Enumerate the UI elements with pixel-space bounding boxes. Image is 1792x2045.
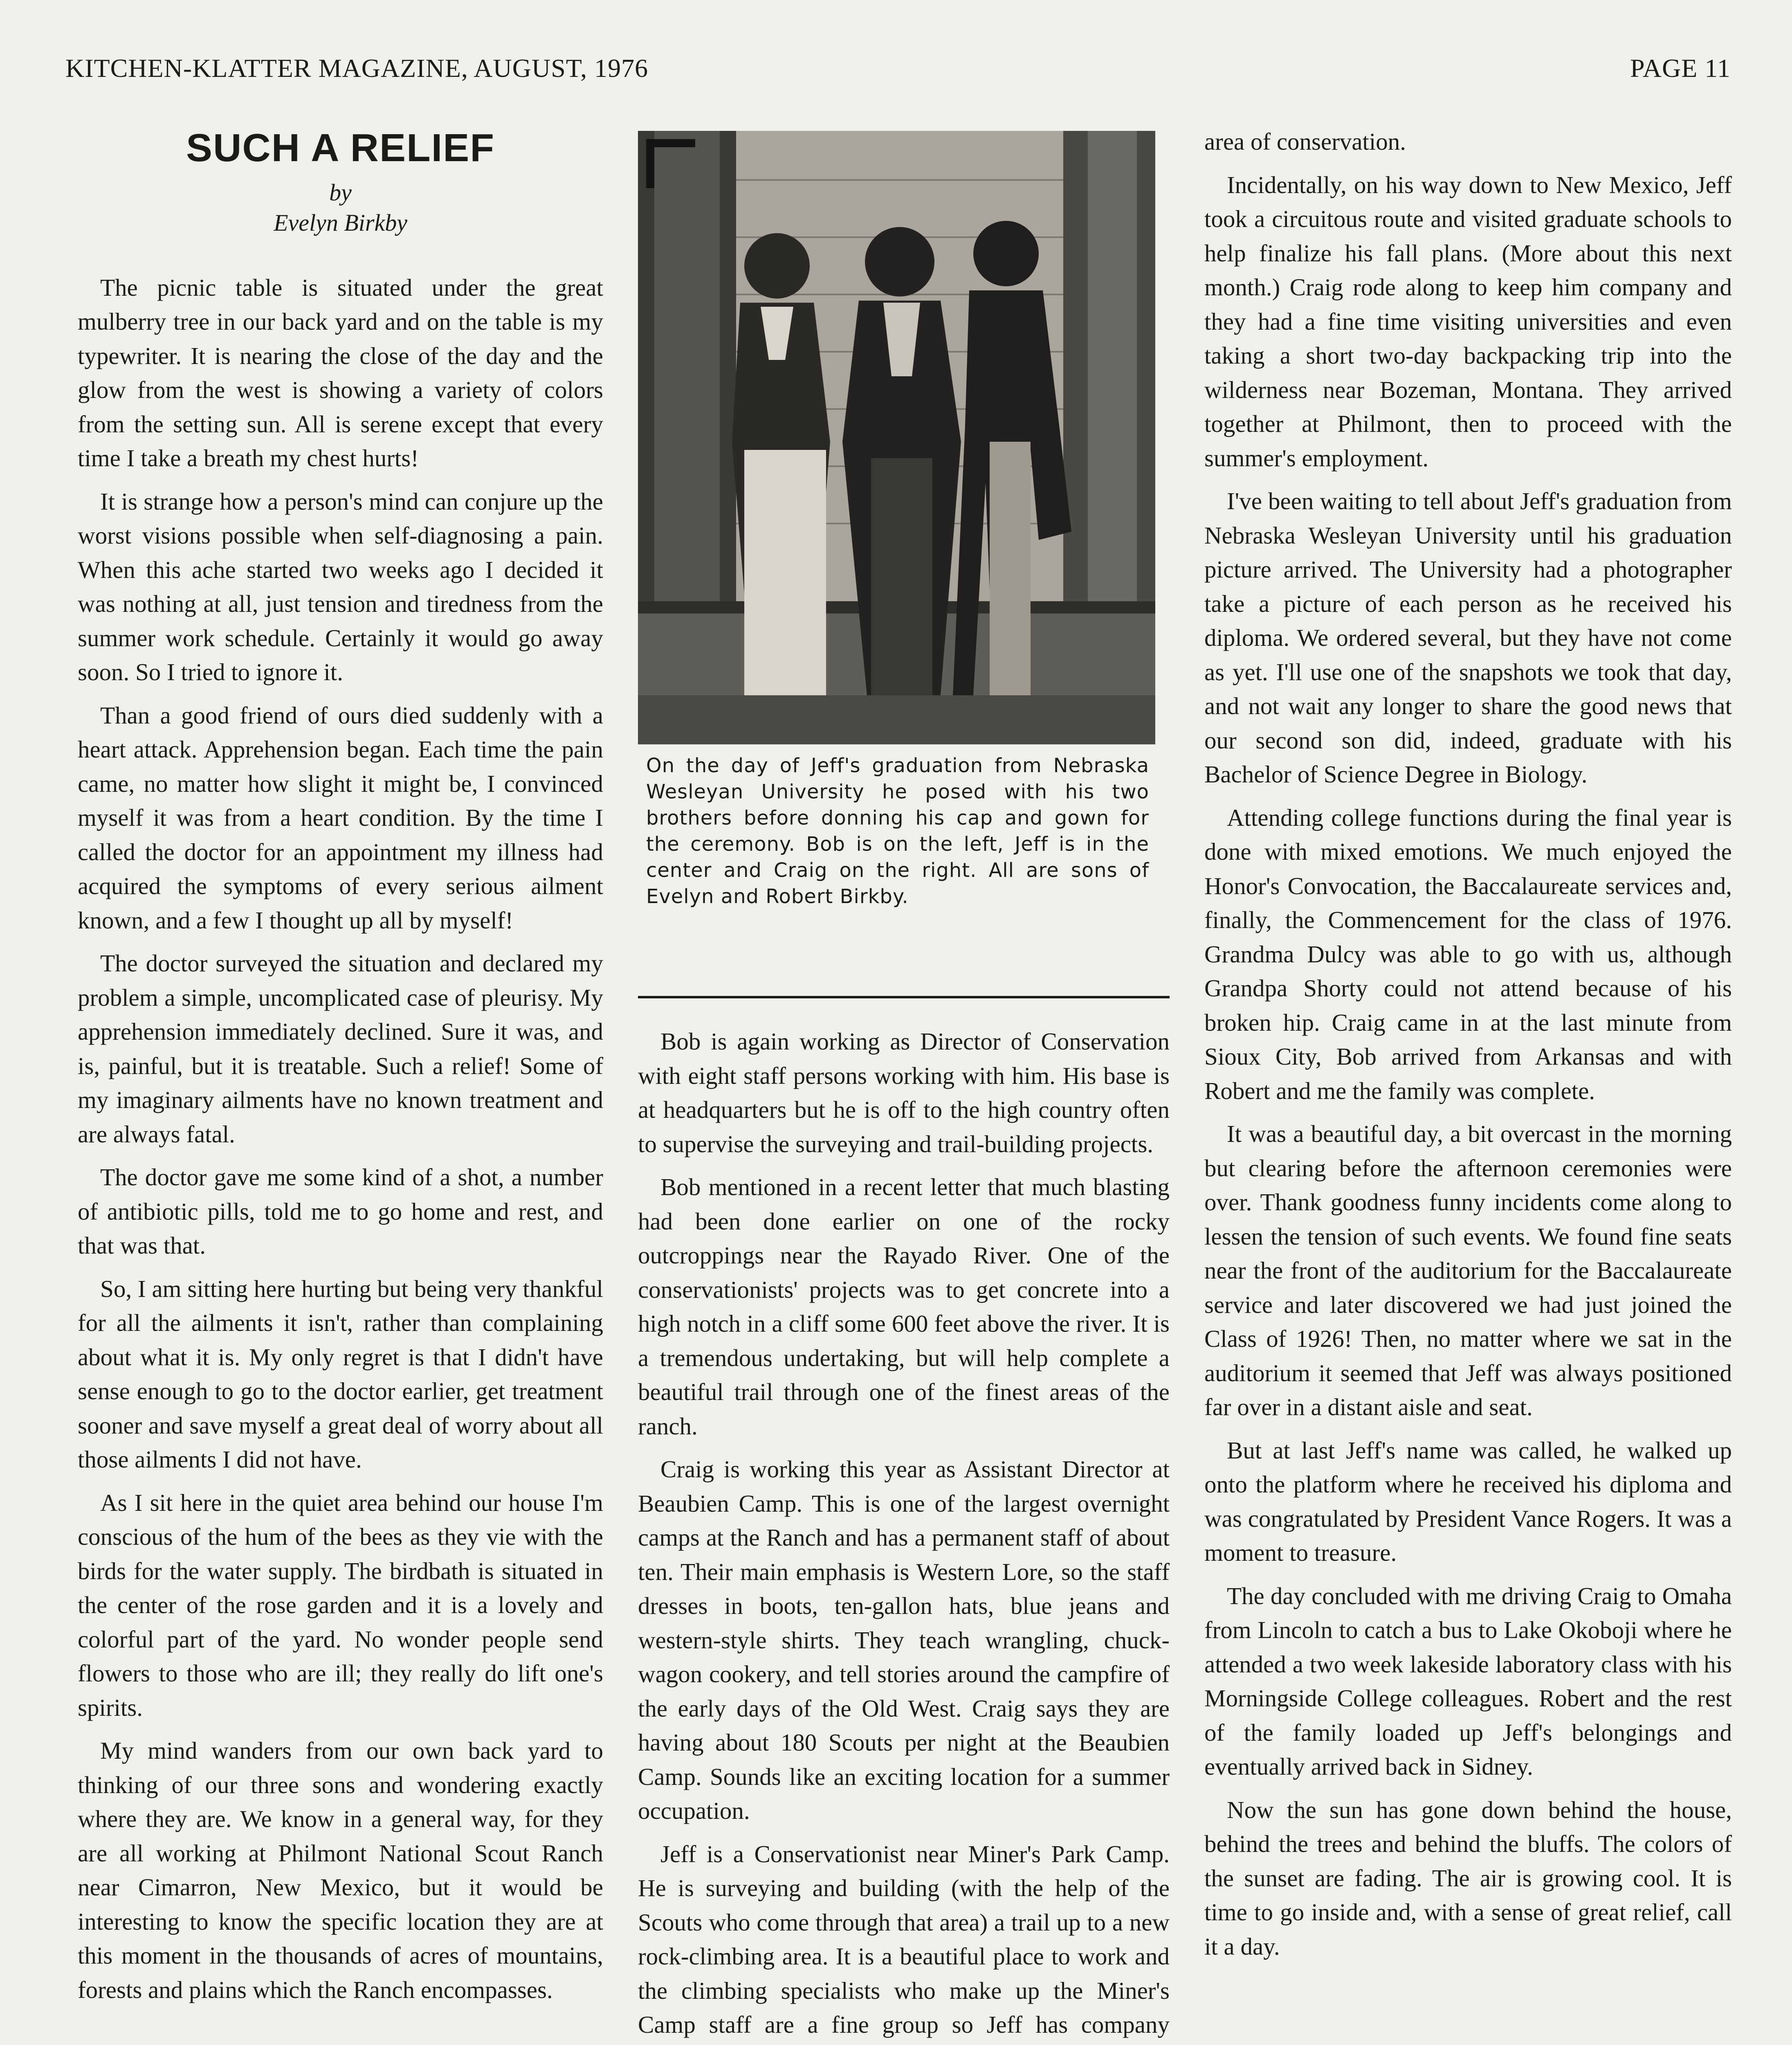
paragraph: The doctor surveyed the situation and declared my problem a simple, uncomplicated case of pleurisy. My apprehension immediately declined. Sure it was, and is, painful, but it is treatable. Such a relief! Some of my imaginary ailments have no known treatment and are always fatal. — [78, 950, 603, 1148]
paragraph: But at last Jeff's name was called, he walked up onto the platform where he received his diploma and was congratulated by President Vance Rogers. It was a moment to treasure. — [1204, 1436, 1732, 1566]
paragraph: The doctor gave me some kind of a shot, a number of antibiotic pills, told me to go home and rest, and that was that. — [78, 1164, 603, 1259]
paragraph: area of conservation. — [1204, 128, 1406, 155]
paragraph: Bob mentioned in a recent letter that much blasting had been done earlier on one of the rocky outcroppings near the Rayado River. One of the conservationists' projects was to get concrete into a high notch in a cliff some 600 feet above the river. It is a tremendous undertaking, but will help complete a beautiful trail through one of the finest areas of the ranch. — [638, 1173, 1170, 1440]
paragraph: Craig is working this year as Assistant Director at Beaubien Camp. This is one of the largest overnight camps at the Ranch and has a permanent staff of about ten. Their main emphasis is Western Lore, so the staff dresses in boots, ten-gallon hats, blue jeans and western-style shirts. They teach wrangling, chuck-wagon cookery, and tell stories around the campfire of the early days of the Old West. Craig says they are having about 180 Scouts per night at the Beaubien Camp. Sounds like an exciting location for a summer occupation. — [638, 1456, 1170, 1824]
paragraph: Than a good friend of ours died suddenly with a heart attack. Apprehension began. Each time the pain came, no matter how slight it might be, I convinced myself it was from a heart condition. By the time I called the doctor for an appointment my illness had acquired the symptoms of every serious ailment known, and a few I thought up all by myself! — [78, 701, 603, 934]
magazine-title: KITCHEN-KLATTER MAGAZINE, AUGUST, 1976 — [65, 54, 649, 83]
paragraph: Now the sun has gone down behind the house, behind the trees and behind the bluffs. The colors of the sunset are fading. The air is growing cool. It is time to go inside and, with a sense of great relief, call it a day. — [1204, 1796, 1732, 1960]
brothers-photo-illustration — [638, 131, 1155, 744]
column-3 — [1204, 125, 1732, 1973]
paragraph: Incidentally, on his way down to New Mexico, Jeff took a circuitous route and visited graduate schools to help finalize his fall plans. (More about this next month.) Craig rode along to keep him company and they had a fine time visiting universities and even taking a short two-day backpacking trip into the wilderness near Bozeman, Montana. They arrived together at Philmont, then to proceed with the summer's employment. — [1204, 171, 1732, 472]
byline — [78, 178, 603, 238]
photo-caption: On the day of Jeff's graduation from Nebraska Wesleyan University he posed with his two brothers before donning his cap and gown for the ceremony. Bob is on the left, Jeff is in the center and Craig on the right. All are sons of Evelyn and Robert Birkby. — [646, 754, 1149, 908]
paragraph: My mind wanders from our own back yard to thinking of our three sons and wondering exactly where they are. We know in a general way, for they are all working at Philmont National Scout Ranch near Cimarron, New Mexico, but it would be interesting to know the specific location they are at this moment in the thousands of acres of mountains, forests and plains which the Ranch encompasses. — [78, 1737, 603, 2003]
byline-author: Evelyn Birkby — [274, 209, 407, 236]
paragraph: It was a beautiful day, a bit overcast in the morning but clearing before the afternoon ceremonies were over. Thank goodness funny incidents come along to lessen the tension of such events. We found fine seats near the front of the auditorium for the Baccalaureate service and later discovered we had just joined the Class of 1926! Then, no matter where we sat in the auditorium it seemed that Jeff was always positioned far over in a distant aisle and seat. — [1204, 1120, 1732, 1420]
running-head — [65, 53, 1731, 98]
page-number: PAGE 11 — [1630, 54, 1731, 83]
paragraph: So, I am sitting here hurting but being very thankful for all the ailments it isn't, rather than complaining about what it is. My only regret is that I didn't have sense enough to go to the doctor earlier, get treatment sooner and save myself a great deal of worry about all those ailments I did not have. — [78, 1275, 603, 1473]
paragraph: The picnic table is situated under the great mulberry tree in our back yard and on the table is my typewriter. It is nearing the close of the day and the glow from the west is showing a variety of colors from the setting sun. All is serene except that every time I take a breath my chest hurts! — [78, 274, 603, 472]
paragraph: It is strange how a person's mind can conjure up the worst visions possible when self-diagnosing a pain. When this ache started two weeks ago I decided it was nothing at all, just tension and tiredness from the summer work schedule. Certainly it would go away soon. So I tried to ignore it. — [78, 488, 603, 685]
paragraph: Bob is again working as Director of Conservation with eight staff persons working with him. His base is at headquarters but he is off to the high country often to supervise the surveying and trail-building projects. — [638, 1028, 1170, 1157]
caption-divider — [638, 996, 1170, 998]
column-2 — [638, 1025, 1170, 2045]
column-1 — [78, 123, 603, 2016]
article-title: SUCH A RELIEF — [186, 126, 495, 170]
brothers-photo — [638, 131, 1155, 744]
paragraph: I've been waiting to tell about Jeff's graduation from Nebraska Wesleyan University until his graduation picture arrived. The University had a photographer take a picture of each person as he received his diploma. We ordered several, but they have not come as yet. I'll use one of the snapshots we took that day, and not wait any longer to share the good news that our second son did, indeed, graduate with his Bachelor of Science Degree in Biology. — [1204, 488, 1732, 788]
paragraph: As I sit here in the quiet area behind our house I'm conscious of the hum of the bees as they vie with the birds for the water supply. The birdbath is situated in the center of the rose garden and it is a lovely and colorful part of the yard. No wonder people send flowers to those who are ill; they really do lift one's spirits. — [78, 1489, 603, 1721]
byline-by: by — [329, 179, 352, 206]
paragraph: Jeff is a Conservationist near Miner's Park Camp. He is surveying and building (with the help of the Scouts who come through that area) a trail up to a new rock-climbing area. It is a beautiful place to work and the climbing specialists who make up the Miner's Camp staff are a fine group so Jeff has company — [638, 1840, 1170, 2038]
paragraph: Attending college functions during the final year is done with mixed emotions. We much enjoyed the Honor's Convocation, the Baccalaureate services and, finally, the Commencement for the class of 1976. Grandma Dulcy was able to go with us, although Grandpa Shorty could not attend because of his broken hip. Craig came in at the last minute from Sioux City, Bob arrived from Arkansas and with Robert and me the family was complete. — [1204, 804, 1732, 1104]
paragraph: The day concluded with me driving Craig to Omaha from Lincoln to catch a bus to Lake Okoboji where he attended a two week lakeside laboratory class with his Morningside College colleagues. Robert and the rest of the family loaded up Jeff's belongings and eventually arrived back in Sidney. — [1204, 1582, 1732, 1780]
